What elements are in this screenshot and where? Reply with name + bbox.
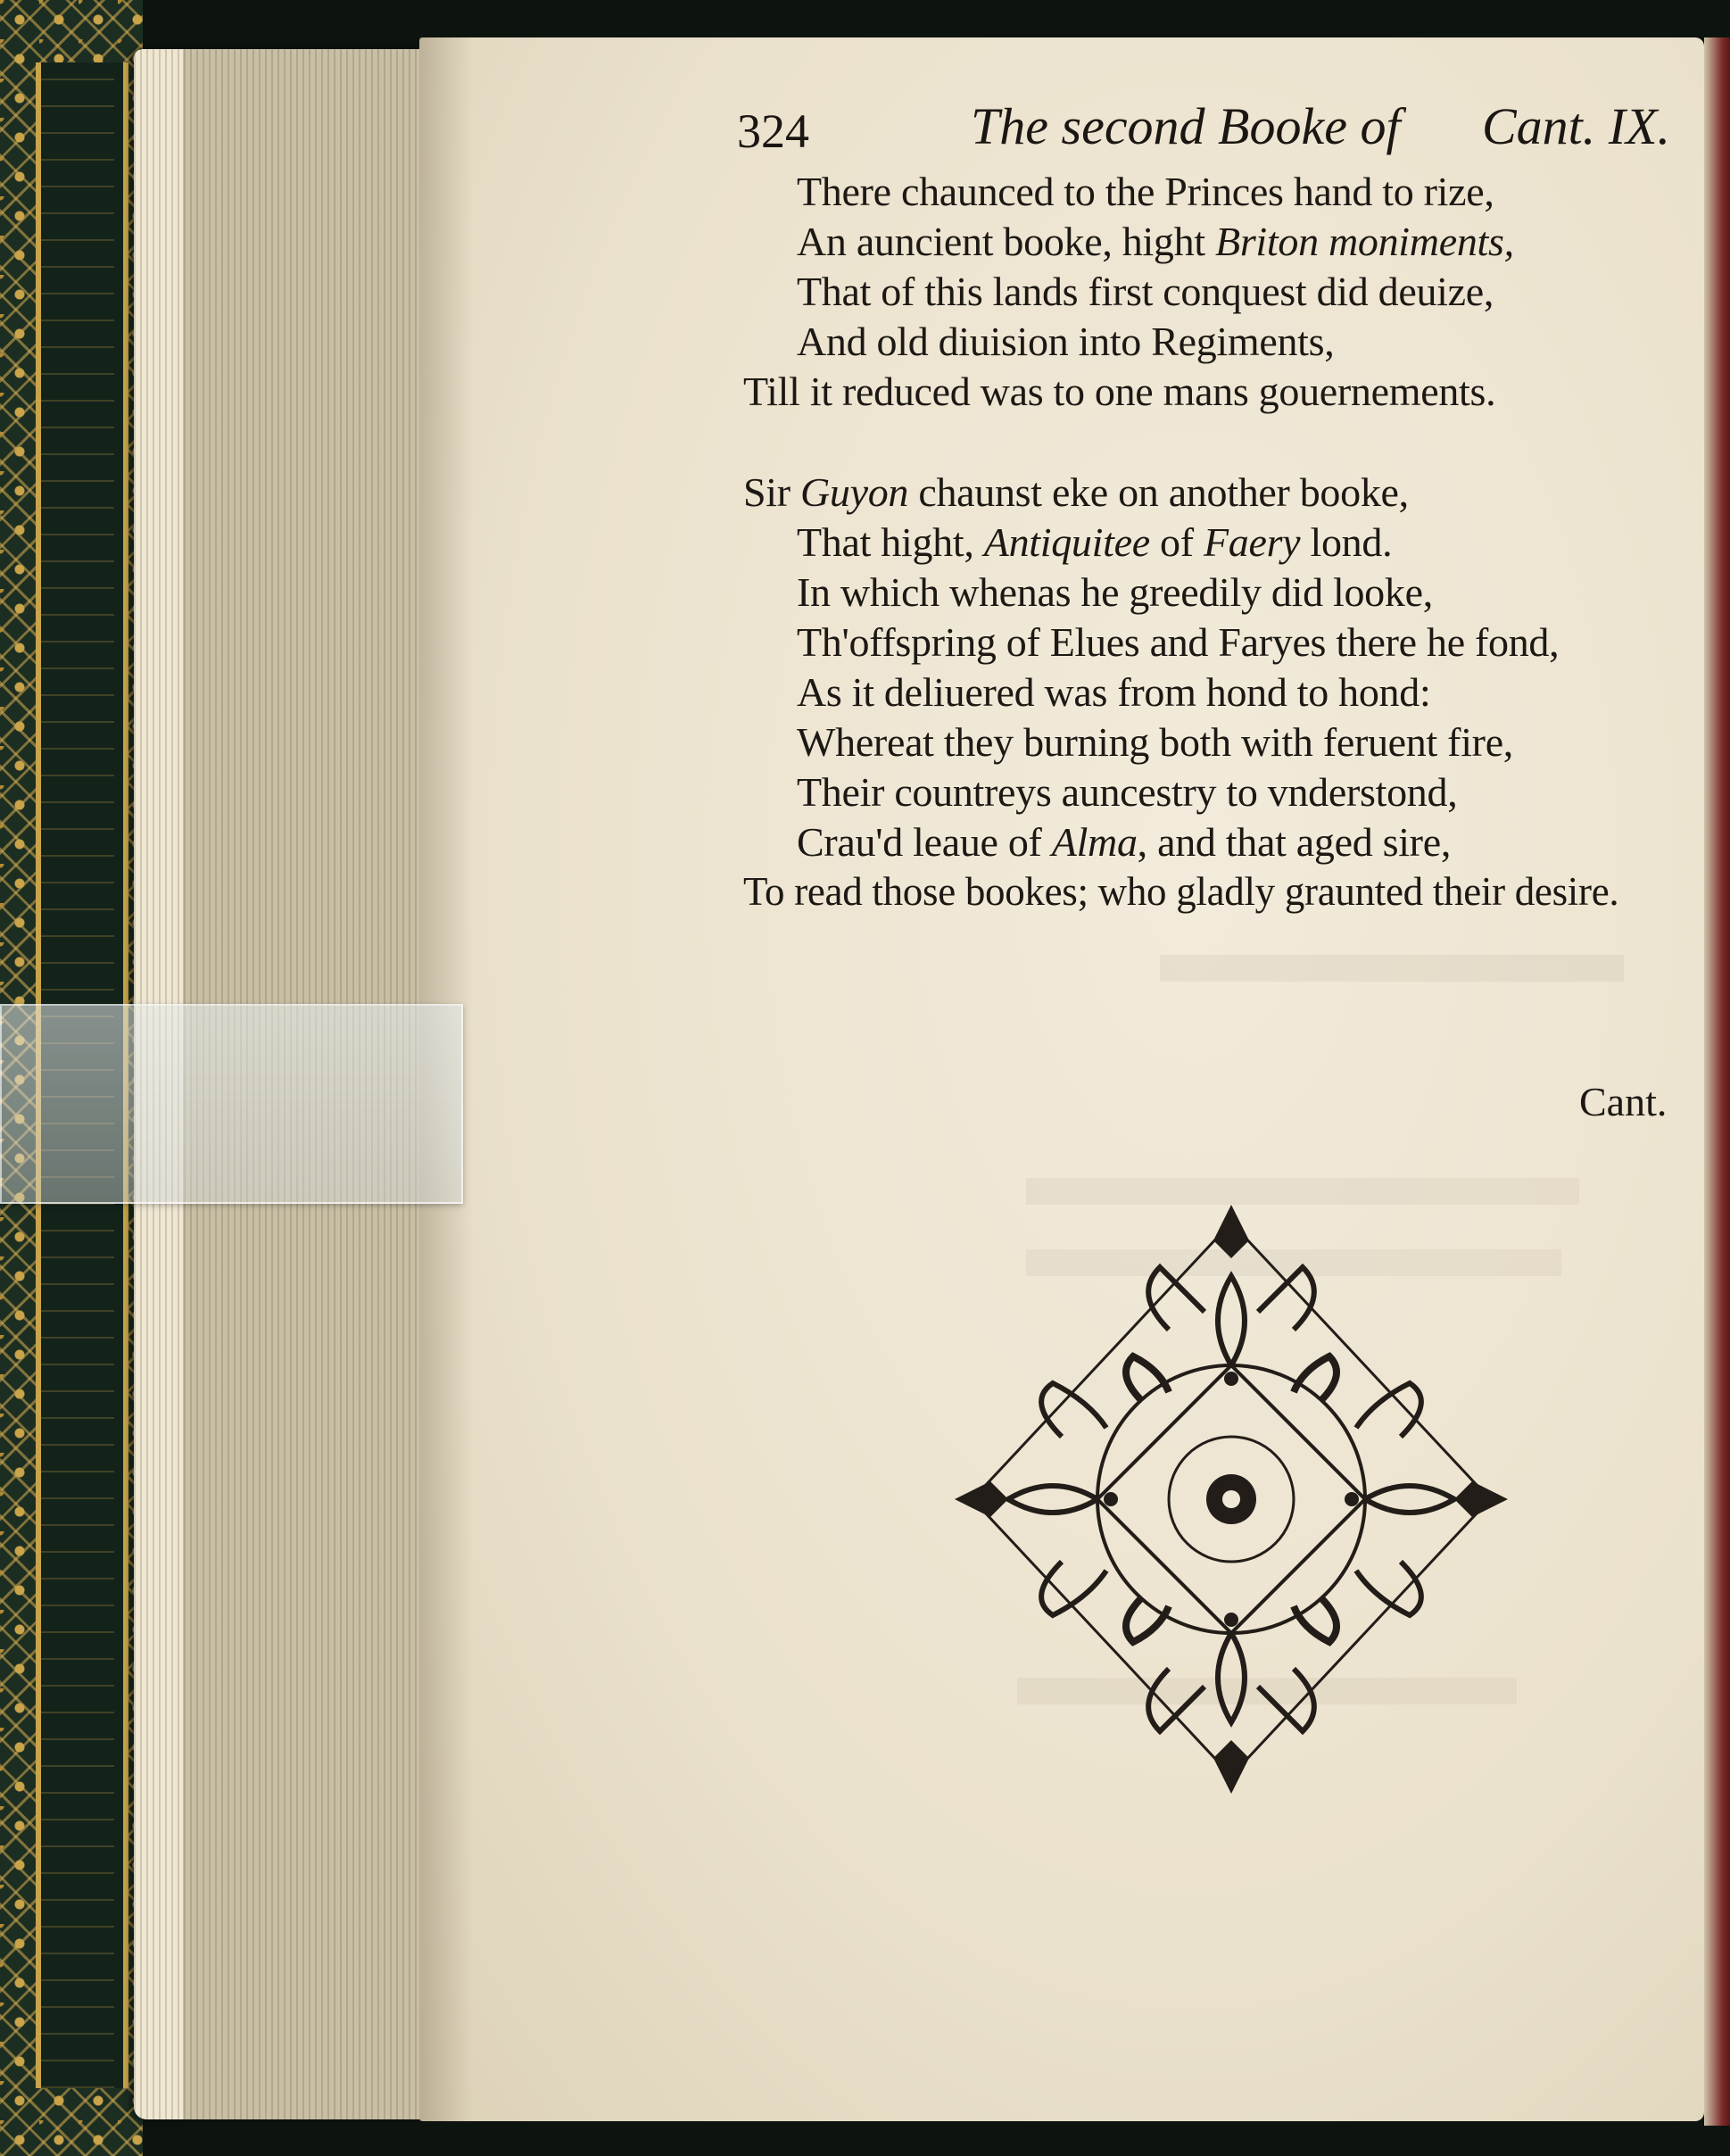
- verse-line: Sir Guyon chaunst eke on another booke,: [743, 469, 1409, 515]
- page-number: 324: [737, 104, 809, 158]
- running-title: The second Booke of: [971, 97, 1401, 155]
- canto-label: Cant. IX.: [1481, 97, 1670, 155]
- verse-line: Crau'd leaue of Alma, and that aged sire,: [797, 819, 1452, 865]
- catchword: Cant.: [1579, 1079, 1668, 1124]
- page-right-edge: [1704, 37, 1730, 2126]
- name-italic: Guyon: [800, 469, 909, 515]
- verse-line: In which whenas he greedily did looke,: [797, 569, 1433, 615]
- book-title-italic: Briton moniments,: [1215, 219, 1514, 264]
- verse-line: As it deliuered was from hond to hond:: [797, 669, 1431, 715]
- verse-line: Whereat they burning both with feruent fire,: [797, 719, 1514, 765]
- verse-line: Their countreys auncestry to vnderstond,: [797, 769, 1458, 815]
- verse-line-alexandrine: Till it reduced was to one mans gouernements.: [743, 369, 1496, 414]
- book-title-italic: Antiquitee: [983, 519, 1150, 565]
- printers-ornament-icon: [937, 1187, 1526, 1812]
- verse-line: And old diuision into Regiments,: [797, 319, 1335, 364]
- place-italic: Faery: [1203, 519, 1301, 565]
- show-through-shape: [1160, 955, 1624, 982]
- verse-line: That of this lands first conquest did deuize,: [797, 269, 1494, 314]
- verse-line: Th'offspring of Elues and Faryes there he fond,: [797, 619, 1560, 665]
- verse-line: That hight, Antiquitee of Faery lond.: [797, 519, 1393, 565]
- verse-line: An auncient booke, hight Briton moniments,: [797, 219, 1514, 264]
- verse-line-alexandrine: To read those bookes; who gladly graunted their desire.: [743, 869, 1619, 914]
- running-head: [737, 96, 1670, 168]
- verse-line: There chaunced to the Princes hand to rize,: [797, 169, 1494, 214]
- name-italic: Alma: [1051, 819, 1138, 865]
- page-clip: [0, 1004, 463, 1204]
